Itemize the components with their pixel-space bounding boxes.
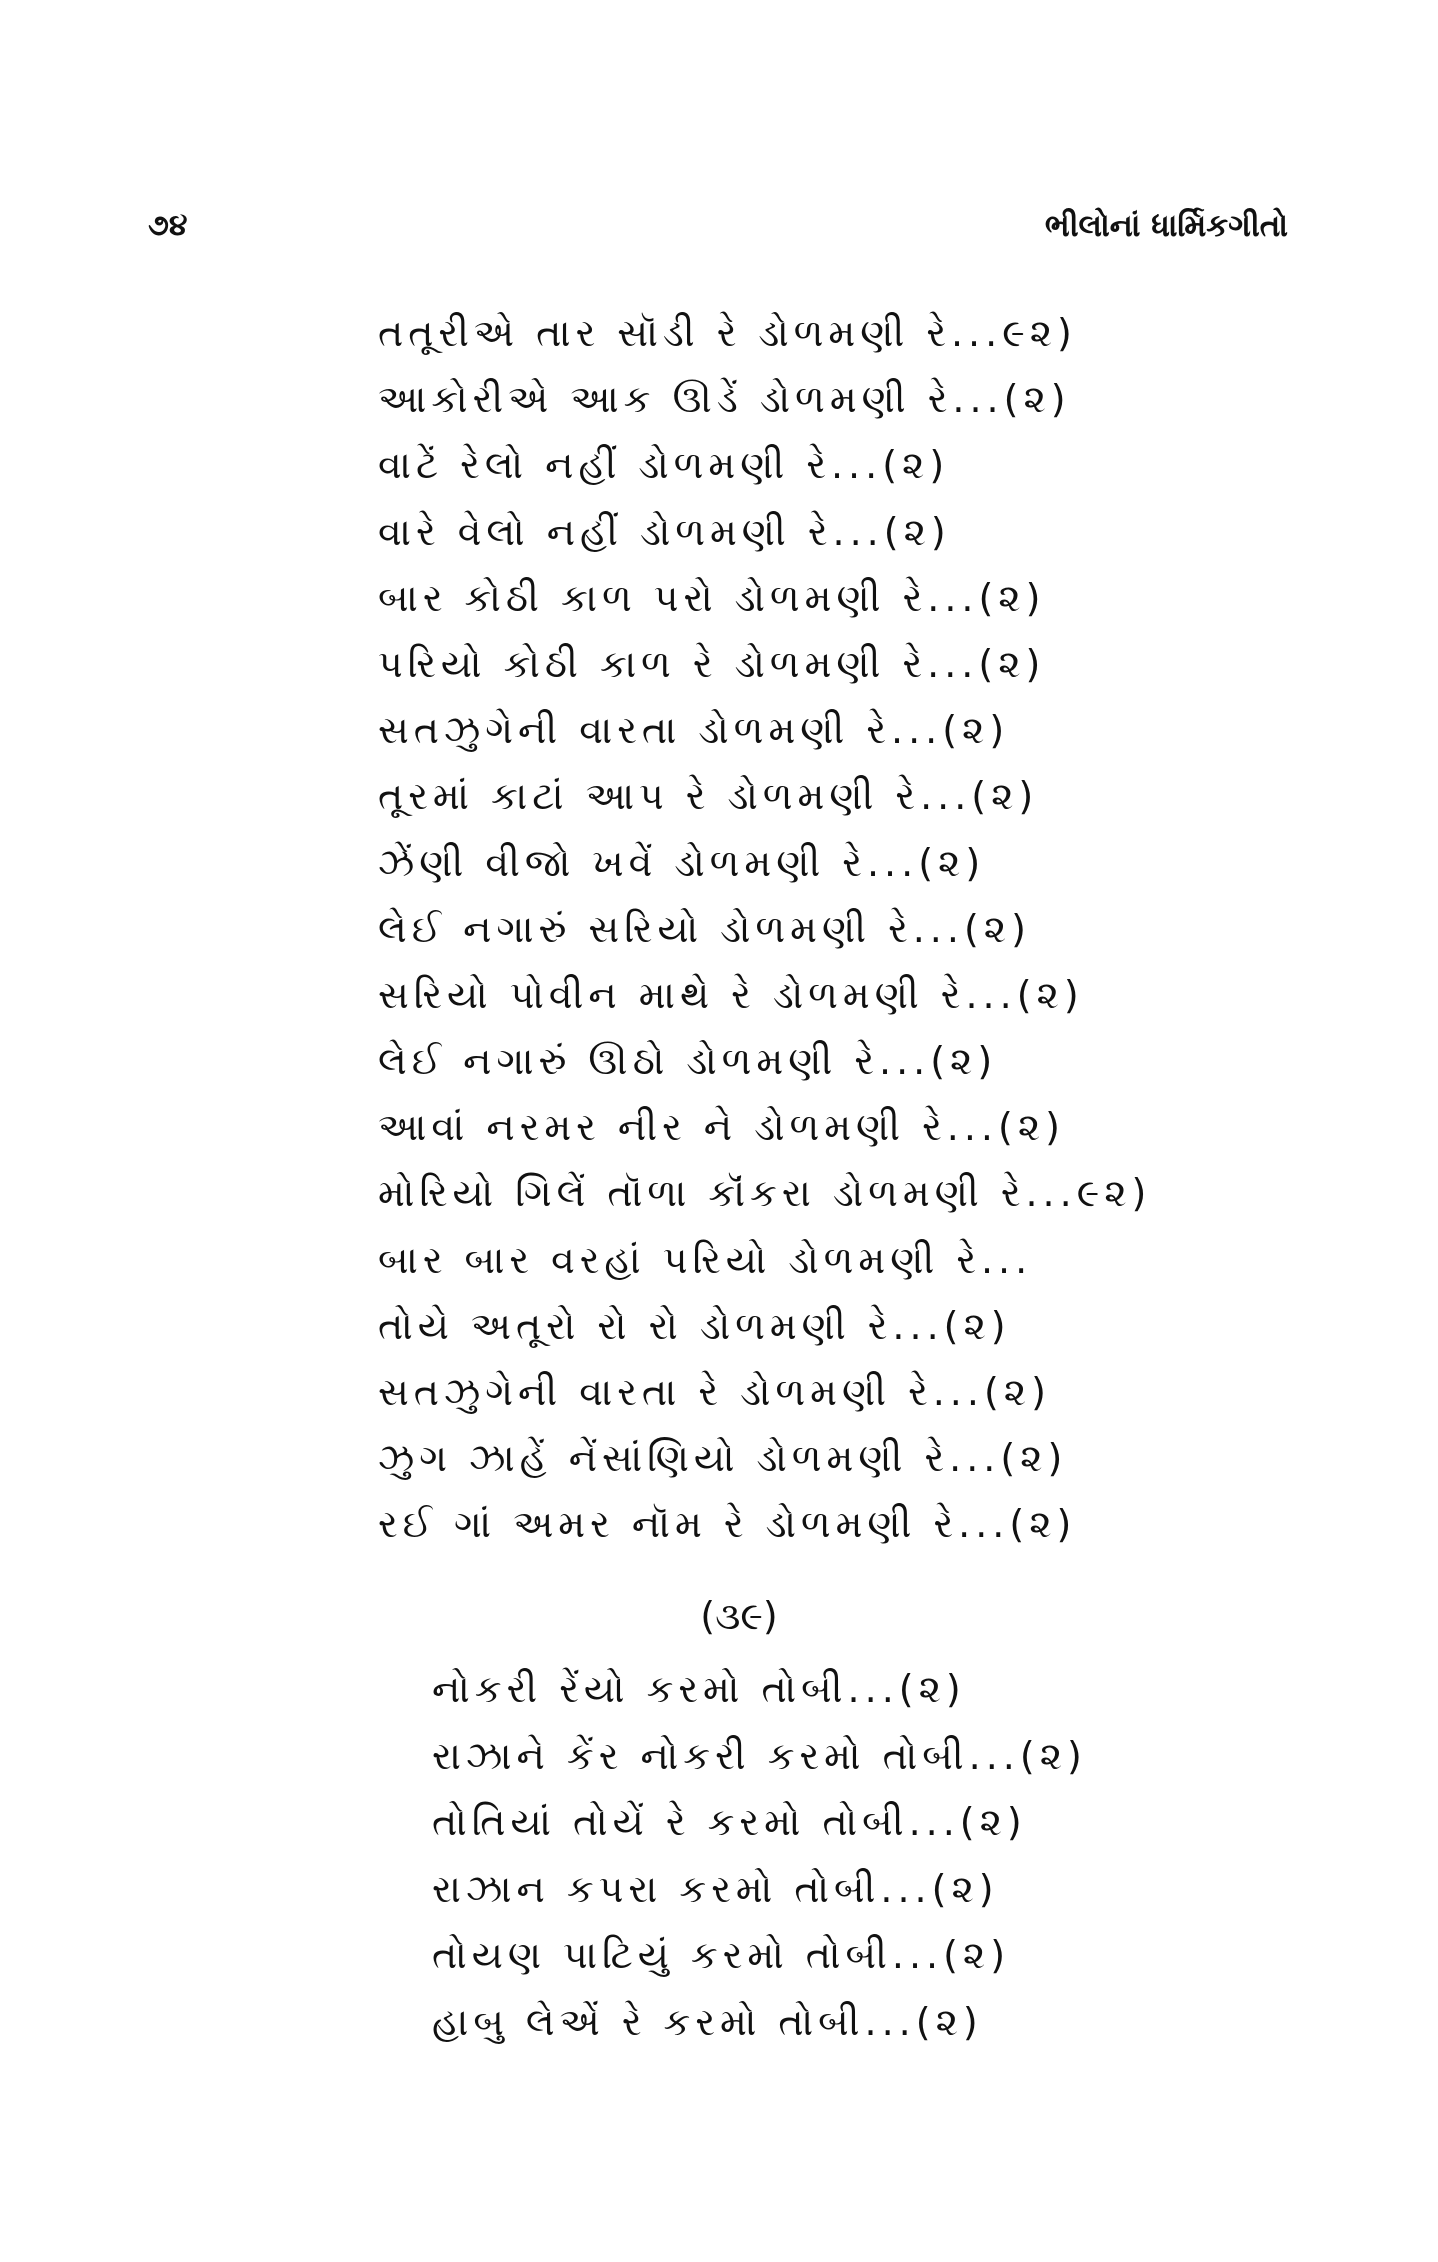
verse-line: આકોરીએ આક ઊડેં ડોળમણી રે...(૨)	[378, 377, 1071, 422]
verse-line: રાઝાન કપરા કરમો તોબી...(૨)	[432, 1866, 999, 1911]
verse-line: બાર કોઠી કાળ પરો ડોળમણી રે...(૨)	[378, 575, 1046, 620]
verse-line: વારે વેલો નહીં ડોળમણી રે...(૨)	[378, 509, 951, 554]
verse-line: આવાં નરમર નીર ને ડોળમણી રે...(૨)	[378, 1105, 1065, 1150]
song-38-verses	[378, 300, 1152, 1558]
verse-line: મોરિયો ગિલેં તૉળા કૉંકરા ડોળમણી રે...૯૨)	[378, 1171, 1152, 1216]
verse-line: સરિયો પોવીન માથે રે ડોળમણી રે...(૨)	[378, 972, 1084, 1017]
verse-line: રઈ ગાં અમર નૉમ રે ડોળમણી રે...(૨)	[378, 1502, 1077, 1547]
verse-line: ઝુગ ઝાહેં નેંસાંણિયો ડોળમણી રે...(૨)	[378, 1436, 1068, 1481]
verse-line: તતૂરીએ તાર સૉડી રે ડોળમણી રે...૯૨)	[378, 311, 1077, 355]
song-39-verses	[432, 1656, 1087, 2056]
verse-line: લેઈ નગારું ઊઠો ડોળમણી રે...(૨)	[378, 1039, 998, 1084]
verse-line: તોયે અતૂરો રો રો ડોળમણી રે...(૨)	[378, 1303, 1011, 1348]
song-number-heading: (૩૯)	[700, 1594, 778, 1638]
verse-line: સતઝુગેની વારતા રે ડોળમણી રે...(૨)	[378, 1370, 1051, 1414]
page-number: ૭૪	[148, 208, 188, 243]
running-header-title: ભીલોનાં ધાર્મિકગીતો	[1044, 208, 1288, 244]
verse-line: તોતિયાં તોયેં રે કરમો તોબી...(૨)	[432, 1800, 1027, 1845]
verse-line: તોયણ પાટિયું કરમો તોબી...(૨)	[432, 1933, 1011, 1978]
verse-line: વાટેં રેલો નહીં ડોળમણી રે...(૨)	[378, 443, 950, 488]
verse-line: ઝેંણી વીજો ખવેં ડોળમણી રે...(૨)	[378, 840, 986, 885]
verse-line: લેઈ નગારું સરિયો ડોળમણી રે...(૨)	[378, 906, 1031, 951]
verse-line: હાબુ લેએં રે કરમો તોબી...(૨)	[432, 1999, 983, 2044]
verse-line: નોકરી રેંયો કરમો તોબી...(૨)	[432, 1667, 966, 1711]
verse-line: રાઝાને કેંર નોકરી કરમો તોબી...(૨)	[432, 1733, 1087, 1778]
verse-line: બાર બાર વરહાં પરિયો ડોળમણી રે...	[378, 1237, 1033, 1282]
verse-line: તૂરમાં કાટાં આપ રે ડોળમણી રે...(૨)	[378, 774, 1039, 819]
verse-line: પરિયો કોઠી કાળ રે ડોળમણી રે...(૨)	[378, 641, 1046, 686]
verse-line: સતઝુગેની વારતા ડોળમણી રે...(૨)	[378, 708, 1010, 753]
